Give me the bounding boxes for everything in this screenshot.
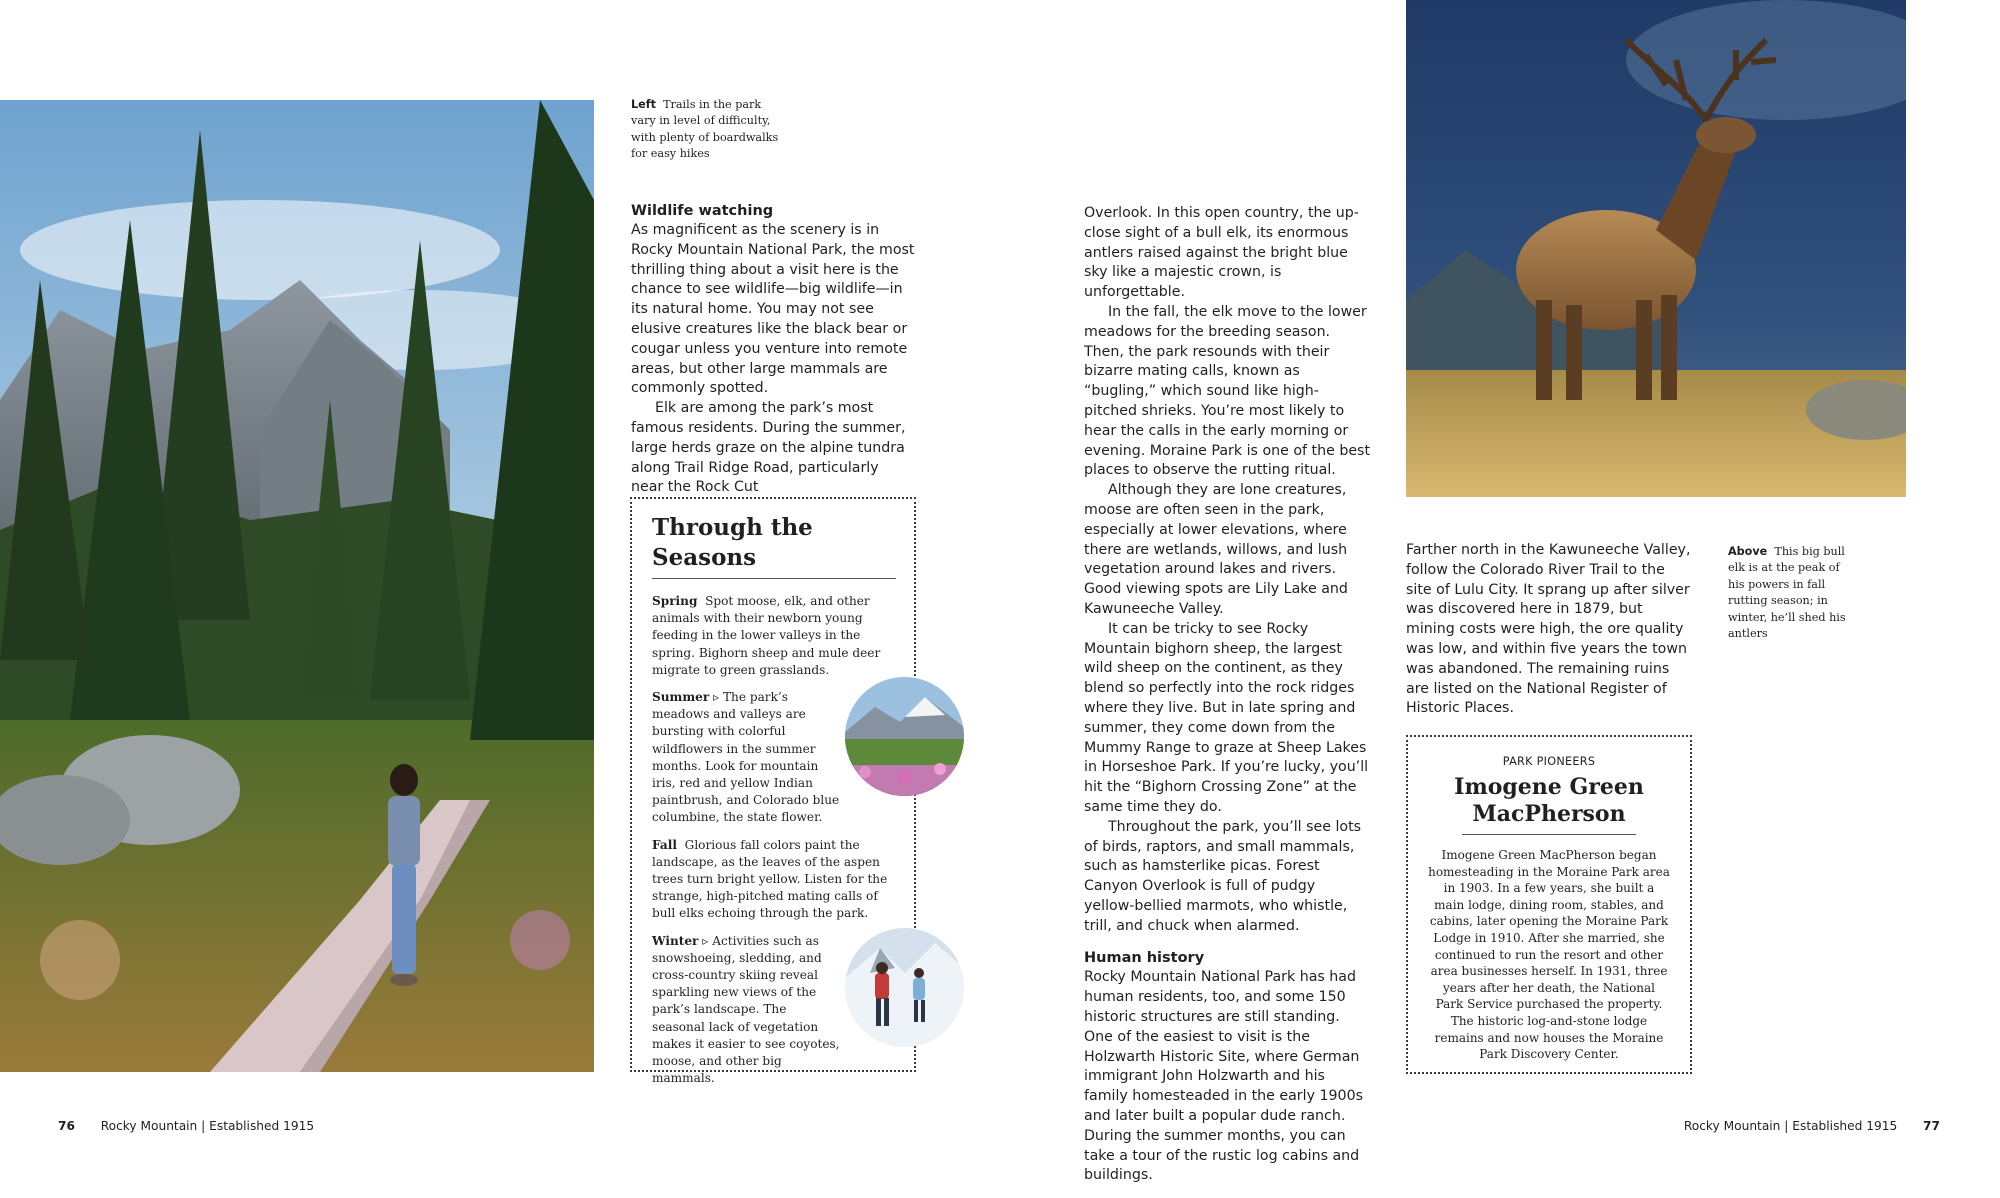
pioneers-title-rule bbox=[1462, 834, 1636, 835]
middle-paragraph-2: In the fall, the elk move to the lower meadows for the breeding season. Then, the park resounds with their bizarre mating calls, known as “bugling,” which sound like high-pitched shrieks. You’re most likely to hear the calls in the early morning or evening. Moraine Park is one of the best places to observe the rutting ritual. bbox=[1084, 303, 1371, 479]
caption-label: Above bbox=[1728, 545, 1768, 558]
left-photo-caption bbox=[631, 97, 781, 163]
middle-paragraph-4: It can be tricky to see Rocky Mountain bighorn sheep, the largest wild sheep on the continent, as they blend so perfectly into the rock ridges where they live. But in late spring and summer, they come down from the Mummy Range to graze at Sheep Lakes in Horseshoe Park. If you’re lucky, you’ll hit the “Bighorn Crossing Zone” at the same time they do. bbox=[1084, 620, 1369, 815]
bull-elk-bugling-photo bbox=[1406, 0, 1906, 497]
season-name: Spring bbox=[652, 594, 698, 608]
middle-paragraph-5: Throughout the park, you’ll see lots of birds, raptors, and small mammals, such as hamsterlike picas. Forest Canyon Overlook is full of pudgy yellow-bellied marmots, who whistle, trill, and chuck when alarmed. bbox=[1084, 818, 1362, 934]
caption-text: Trails in the park vary in level of difficulty, with plenty of boardwalks for easy hikes bbox=[631, 98, 779, 161]
wildlife-watching-section bbox=[631, 201, 915, 498]
season-name: Fall bbox=[652, 837, 677, 852]
pioneers-kicker: PARK PIONEERS bbox=[1502, 755, 1596, 768]
lulu-city-paragraph: Farther north in the Kawuneeche Valley, follow the Colorado River Trail to the site of Lulu City. It sprang up after silver was discovered here in 1879, but mining costs were high, the ore quality was low, and within five years the town was abandoned. The remaining ruins are listed on the National Register of Historic Places. bbox=[1406, 542, 1691, 717]
park-pioneers-box bbox=[1406, 735, 1692, 1074]
caption-label: Left bbox=[631, 98, 656, 111]
human-history-heading: Human history bbox=[1084, 950, 1205, 967]
wildflower-meadow-photo bbox=[845, 677, 964, 796]
season-text: Activities such as snowshoeing, sledding, and cross-country skiing reveal sparkling new views of the park’s landscape. The seasonal lack of vegetation makes it easier to see coyotes, moose, and other big mammals. bbox=[652, 933, 840, 1086]
hiker-on-trail-photo bbox=[0, 100, 594, 1072]
footer-text: Rocky Mountain | Established 1915 bbox=[1683, 1119, 1898, 1133]
middle-paragraph-1: Overlook. In this open country, the up-close sight of a bull elk, its enormous antlers raised against the bright blue sky like a majestic crown, is unforgettable. bbox=[1084, 205, 1359, 301]
season-text: The park’s meadows and valleys are bursting with colorful wildflowers in the summer months. Look for mountain iris, red and yellow Indian paintbrush, and Colorado blue columbine, the state flower. bbox=[652, 690, 840, 825]
elk-photo-caption bbox=[1728, 544, 1858, 642]
pioneers-text: Imogene Green MacPherson began homesteading in the Moraine Park area in 1903. In a few years, she built a main lodge, dining room, stables, and cabins, later opening the Moraine Park Lodge in 1910. After she married, she continued to run the resort and other area businesses herself. In 1931, three years after her death, the National Park Service purchased the property. The historic log-and-stone lodge remains and now houses the Moraine Park Discovery Center. bbox=[1428, 848, 1670, 1062]
season-fall bbox=[652, 837, 896, 923]
middle-column bbox=[1084, 204, 1370, 1186]
human-history-paragraph: Rocky Mountain National Park has had human residents, too, and some 150 historic structures are still standing. One of the easiest to visit is the Holzwarth Historic Site, where German immigrant John Holzwarth and his family homesteaded in the early 1900s and later built a popular dude ranch. During the summer months, you can take a tour of the rustic log cabins and buildings. bbox=[1084, 969, 1363, 1184]
wildlife-paragraph-2: Elk are among the park’s most famous residents. During the summer, large herds graze on the alpine tundra along Trail Ridge Road, particularly near the Rock Cut bbox=[631, 400, 906, 496]
page-number: 76 bbox=[58, 1119, 75, 1133]
caption-text: This big bull elk is at the peak of his powers in fall rutting season; in winter, he’ll shed his antlers bbox=[1728, 545, 1846, 641]
season-name: Summer bbox=[652, 690, 710, 705]
cross-country-skiers-photo bbox=[845, 928, 964, 1047]
pioneers-box-content bbox=[1428, 755, 1670, 1063]
page-number: 77 bbox=[1923, 1119, 1940, 1133]
right-column bbox=[1406, 541, 1692, 719]
left-page-footer bbox=[58, 1119, 314, 1133]
season-spring bbox=[652, 593, 896, 679]
seasons-title-rule bbox=[652, 578, 896, 579]
season-name: Winter bbox=[652, 933, 699, 948]
pioneers-title: Imogene Green MacPherson bbox=[1454, 774, 1644, 827]
season-text: Glorious fall colors paint the landscape, as the leaves of the aspen trees turn bright yellow. Listen for the strange, high-pitched mating calls of bull elks echoing through the park. bbox=[652, 837, 888, 921]
right-page-footer bbox=[1684, 1119, 1940, 1133]
season-marker: ▹ bbox=[713, 690, 720, 705]
seasons-title: Through the Seasons bbox=[652, 514, 813, 571]
middle-paragraph-3: Although they are lone creatures, moose are often seen in the park, especially at lower elevations, where there are wetlands, willows, and lush vegetation around lakes and rivers. Good viewing spots are Lily Lake and Kawuneeche Valley. bbox=[1084, 482, 1348, 617]
wildlife-heading: Wildlife watching bbox=[631, 203, 774, 219]
wildlife-paragraph-1: As magnificent as the scenery is in Rocky Mountain National Park, the most thrilling thing about a visit here is the chance to see wildlife—big wildlife—in its natural home. You may not see elusive creatures like the black bear or cougar unless you venture into remote areas, but other large mammals are commonly spotted. bbox=[631, 222, 915, 397]
season-marker: ▹ bbox=[702, 933, 709, 948]
footer-text: Rocky Mountain | Established 1915 bbox=[100, 1119, 315, 1133]
season-text: Spot moose, elk, and other animals with their newborn young feeding in the lower valleys in the spring. Bighorn sheep and mule deer migrate to green grasslands. bbox=[652, 594, 881, 677]
